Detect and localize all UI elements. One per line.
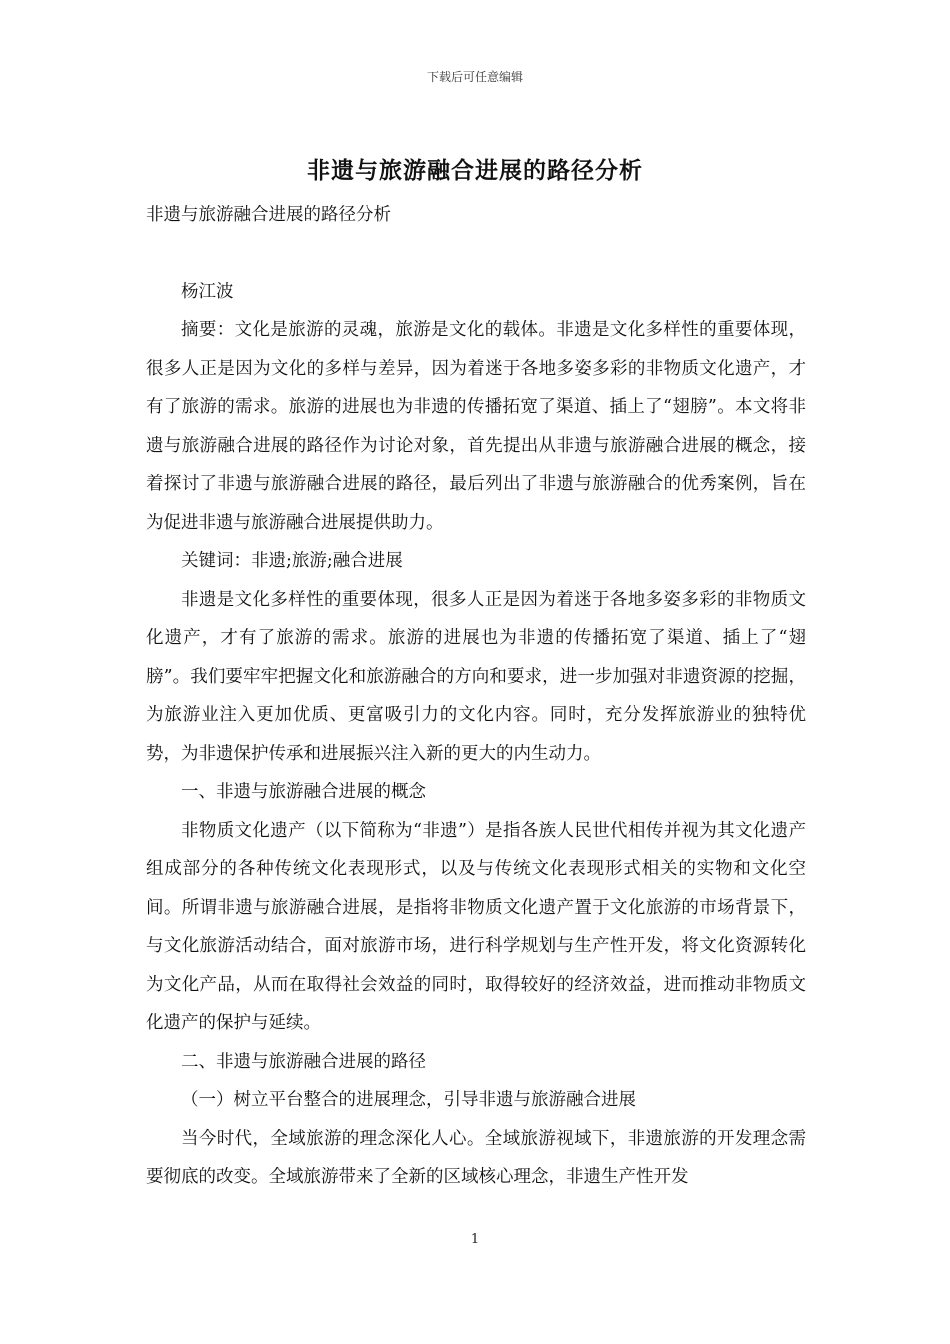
document-title: 非遗与旅游融合进展的路径分析 xyxy=(307,157,643,184)
page-number: 1 xyxy=(470,1232,480,1247)
subtitle: 非遗与旅游融合进展的路径分析 xyxy=(146,205,391,225)
abstract-paragraph: 摘要：文化是旅游的灵魂，旅游是文化的载体。非遗是文化多样性的重要体现，很多人正是因为文化的多样与差异，因为着迷于各地多姿多彩的非物质文化遗产，才有了旅游的需求。旅游的进展也为非遗的传播拓宽了渠道、插上了“翅膀”。本文将非遗与旅游融合进展的路径作为讨论对象，首先提出从非遗与旅游融合进展的概念，接着探讨了非遗与旅游融合进展的路径，最后列出了非遗与旅游融合的优秀案例，旨在为促进非遗与旅游融合进展提供助力。 xyxy=(146,320,806,533)
author: 杨江波 xyxy=(181,281,234,302)
intro-paragraph: 非遗是文化多样性的重要体现，很多人正是因为着迷于各地多姿多彩的非物质文化遗产，才有了旅游的需求。旅游的进展也为非遗的传播拓宽了渠道、插上了“翅膀”。我们要牢牢把握文化和旅游融合的方向和要求，进一步加强对非遗资源的挖掘，为旅游业注入更加优质、更富吸引力的文化内容。同时，充分发挥旅游业的独特优势，为非遗保护传承和进展振兴注入新的更大的内生动力。 xyxy=(146,589,806,764)
blank-line xyxy=(146,235,806,273)
section2-sub1-paragraph: 当今时代，全域旅游的理念深化人心。全域旅游视域下，非遗旅游的开发理念需要彻底的改变。全域旅游带来了全新的区域核心理念，非遗生产性开发 xyxy=(146,1128,806,1187)
section2-heading: 二、非遗与旅游融合进展的路径 xyxy=(181,1051,426,1072)
section2-subheading-1: （一）树立平台整合的进展理念，引导非遗与旅游融合进展 xyxy=(181,1090,636,1110)
page-header-note: 下载后可任意编辑 xyxy=(426,70,523,84)
section1-heading: 一、非遗与旅游融合进展的概念 xyxy=(181,782,426,802)
document-body xyxy=(146,196,806,1197)
keywords: 关键词：非遗;旅游;融合进展 xyxy=(181,551,403,571)
section1-paragraph: 非物质文化遗产（以下简称为“非遗”）是指各族人民世代相传并视为其文化遗产组成部分的各种传统文化表现形式，以及与传统文化表现形式相关的实物和文化空间。所谓非遗与旅游融合进展，是指将非物质文化遗产置于文化旅游的市场背景下，与文化旅游活动结合，面对旅游市场，进行科学规划与生产性开发，将文化资源转化为文化产品，从而在取得社会效益的同时，取得较好的经济效益，进而推动非物质文化遗产的保护与延续。 xyxy=(146,820,806,1033)
